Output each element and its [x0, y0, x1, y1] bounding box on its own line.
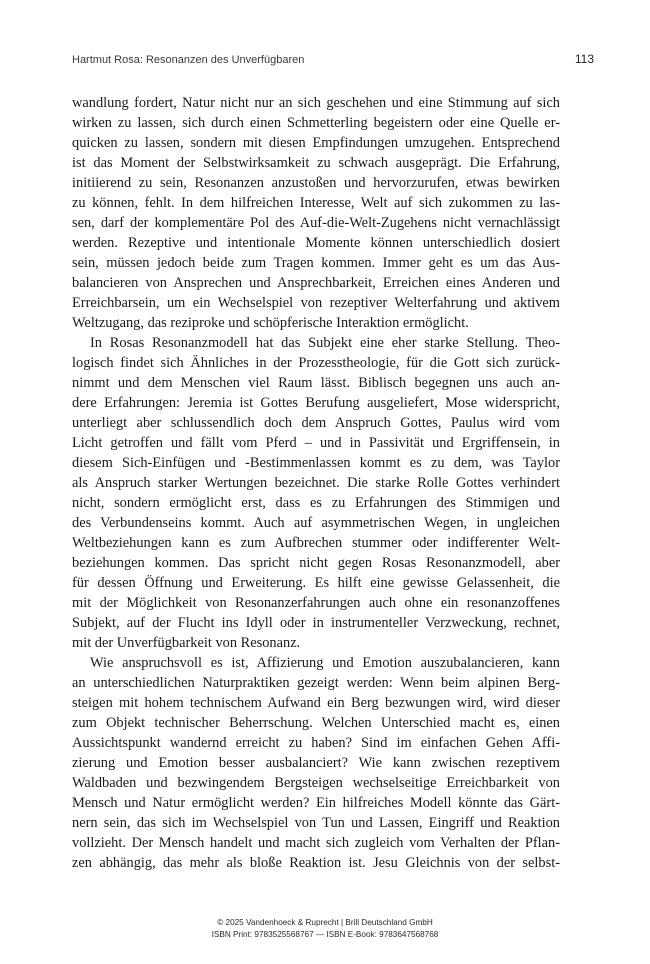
text-line: vollzieht. Der Mensch handelt und macht sich zugleich vom Verhalten der Pflan- [72, 835, 560, 851]
text-line: mit der Möglichkeit von Resonanzerfahrungen auch ohne ein resonanzoffenes [72, 595, 560, 611]
text-line: wirken zu lassen, sich durch einen Schmetterling begeistern oder eine Quelle er- [72, 115, 560, 131]
text-line: zum Objekt technischer Beherrschung. Welchen Unterschied macht es, einen [72, 715, 560, 731]
text-line: sein, müssen jedoch beide zum Tragen kommen. Immer geht es um das Aus- [72, 255, 560, 271]
text-line: Erreichbarsein, um ein Wechselspiel von rezeptiver Welterfahrung und aktivem [72, 295, 560, 311]
text-line: sen, darf der komplementäre Pol des Auf-die-Welt-Zugehens nicht vernachlässigt [72, 215, 560, 231]
text-line: nicht, sondern ermöglicht erst, dass es zu Erfahrungen des Stimmigen und [72, 495, 560, 511]
text-line: balancieren von Ansprechen und Ansprechbarkeit, Erreichen eines Anderen und [72, 275, 560, 291]
text-line: Waldbaden und bezwingendem Bergsteigen wechselseitige Erreichbarkeit von [72, 775, 560, 791]
page-number: 113 [574, 52, 594, 66]
text-line: unterliegt aber schlussendlich doch dem Anspruch Gottes, Paulus wird vom [72, 415, 560, 431]
text-line: quicken zu lassen, sondern mit diesen Empfindungen umzugehen. Entsprechend [72, 135, 560, 151]
running-title: Hartmut Rosa: Resonanzen des Unverfügbaren [72, 54, 305, 66]
text-line: steigen mit hohem technischem Aufwand ein Berg bezwungen wird, wird dieser [72, 695, 560, 711]
copyright-line: © 2025 Vandenhoeck & Ruprecht | Brill Deutschland GmbH [217, 918, 433, 927]
page-footer [0, 917, 650, 941]
text-line: an unterschiedlichen Naturpraktiken gezeigt werden: Wenn beim alpinen Berg- [72, 675, 560, 691]
text-line: zierung und Emotion besser ausbalanciert? Wie kann zwischen rezeptivem [72, 755, 560, 771]
text-line: als Anspruch starker Wertungen bezeichnet. Die starke Rolle Gottes verhindert [72, 475, 560, 491]
text-line: Licht getroffen und fällt vom Pferd – und in Passivität und Ergriffensein, in [72, 435, 560, 451]
text-line: In Rosas Resonanzmodell hat das Subjekt eine eher starke Stellung. Theo- [90, 335, 560, 351]
text-line: mit der Unverfügbarkeit von Resonanz. [72, 635, 301, 651]
text-line: werden. Rezeptive und intentionale Momente können unterschiedlich dosiert [72, 235, 560, 251]
text-line: logisch findet sich Ähnliches in der Prozesstheologie, für die Gott sich zurück- [72, 355, 560, 371]
isbn-line: ISBN Print: 9783525568767 — ISBN E-Book: 9783647568768 [211, 930, 439, 939]
text-line: dere Erfahrungen: Jeremia ist Gottes Berufung ausgeliefert, Mose widerspricht, [72, 395, 560, 411]
text-line: Wie anspruchsvoll es ist, Affizierung und Emotion auszubalancieren, kann [90, 655, 560, 671]
body-text [72, 93, 560, 873]
text-line: des Verbundenseins kommt. Auch auf asymmetrischen Wegen, in ungleichen [72, 515, 560, 531]
running-head [72, 52, 594, 66]
text-line: Weltbeziehungen kann es zum Aufbrechen stummer oder indifferenter Welt- [72, 535, 560, 551]
text-line: nimmt und dem Menschen viel Raum lässt. Biblisch begegnen uns auch an- [72, 375, 560, 391]
text-line: ist das Moment der Selbstwirksamkeit zu schwach ausgeprägt. Die Erfahrung, [72, 155, 560, 171]
text-line: zen abhängig, das mehr als bloße Reaktion ist. Jesu Gleichnis von der selbst- [72, 855, 560, 871]
text-line: für dessen Öffnung und Erweiterung. Es hilft eine gewisse Gelassenheit, die [72, 575, 560, 591]
text-line: Weltzugang, das reziproke und schöpferische Interaktion ermöglicht. [72, 315, 469, 331]
text-line: initiierend zu sein, Resonanzen anzustoßen und hervorzurufen, etwas bewirken [72, 175, 560, 191]
text-line: Subjekt, auf der Flucht ins Idyll oder in instrumenteller Verzweckung, rechnet, [72, 615, 560, 631]
text-line: nern sein, das sich im Wechselspiel von Tun und Lassen, Eingriff und Reaktion [72, 815, 560, 831]
text-line: Mensch und Natur ermöglicht werden? Ein hilfreiches Modell könnte das Gärt- [72, 795, 560, 811]
text-line: zu können, fehlt. In dem hilfreichen Interesse, Welt auf sich zukommen zu las- [72, 195, 560, 211]
text-line: beziehungen kommen. Das spricht nicht gegen Rosas Resonanzmodell, aber [72, 555, 560, 571]
text-line: Aussichtspunkt wandernd erreicht zu haben? Sind im einfachen Gehen Affi- [72, 735, 560, 751]
text-line: wandlung fordert, Natur nicht nur an sich geschehen und eine Stimmung auf sich [72, 95, 560, 111]
text-line: diesem Sich-Einfügen und -Bestimmenlassen kommt es zu dem, was Taylor [72, 455, 560, 471]
